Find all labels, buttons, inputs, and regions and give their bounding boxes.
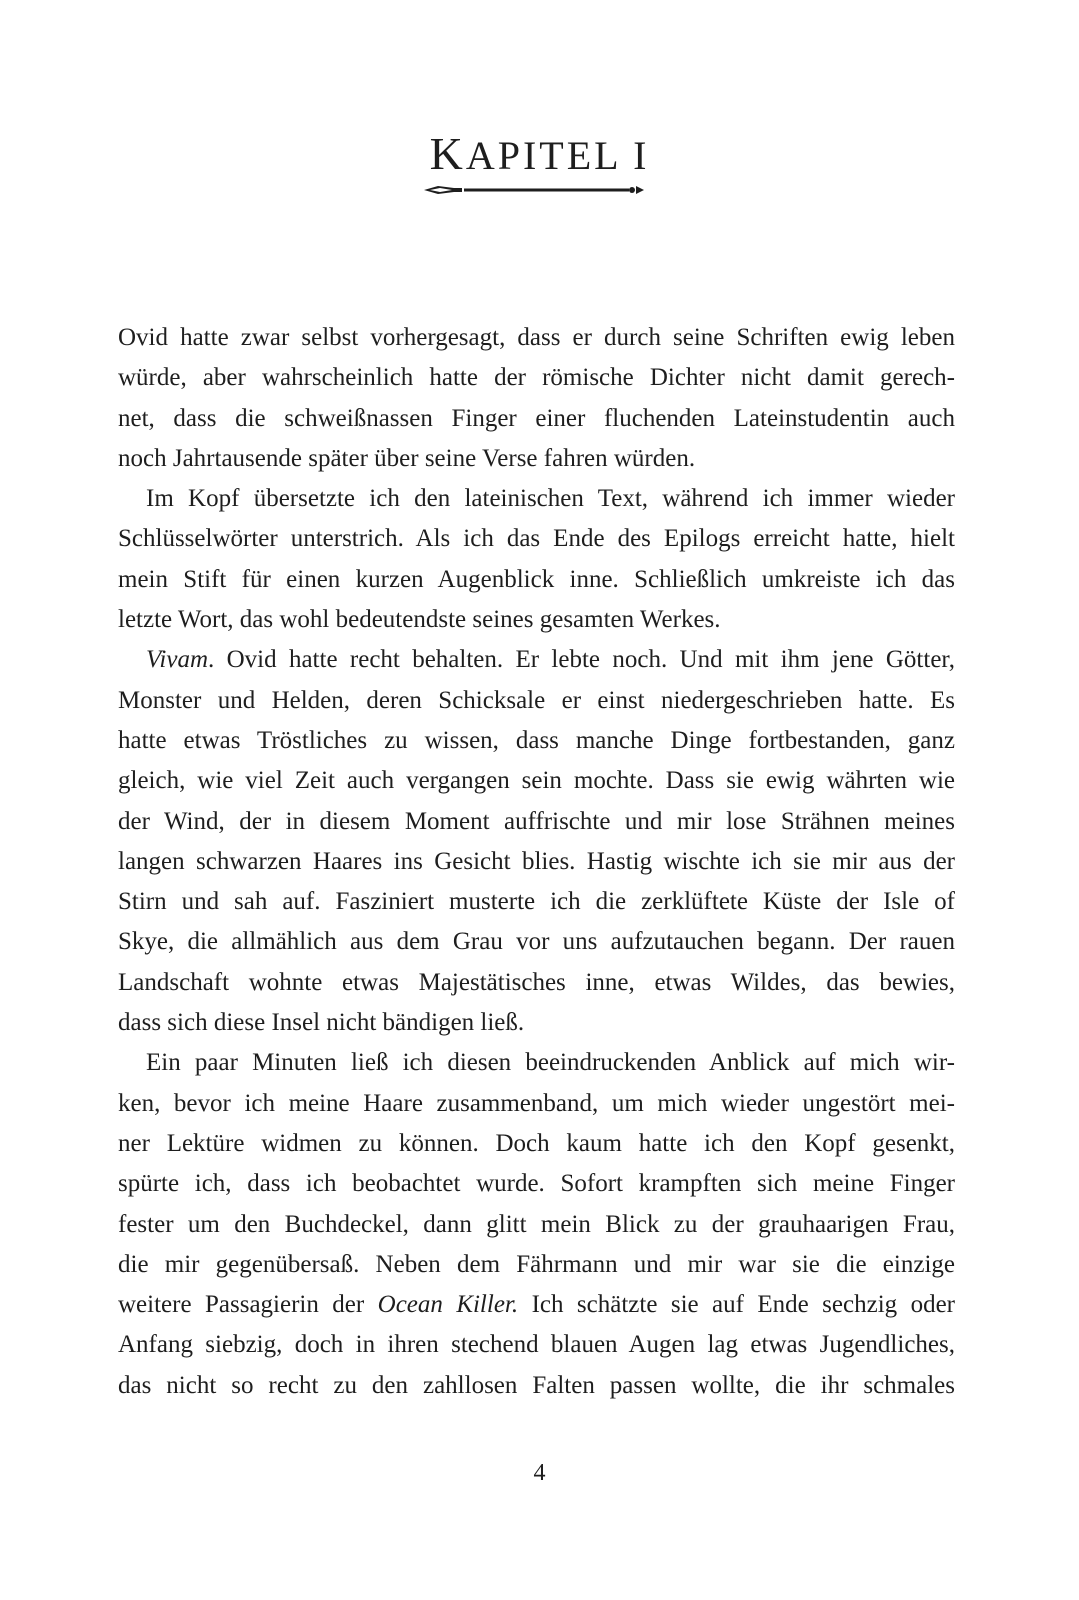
text-line bbox=[118, 1084, 955, 1124]
text-segment: weitere Passagierin der bbox=[118, 1291, 378, 1319]
text-line bbox=[118, 963, 955, 1003]
text-segment: würde, aber wahrscheinlich hatte der römische Dichter nicht damit gerech- bbox=[118, 364, 955, 392]
text-segment: spürte ich, dass ich beobachtet wurde. Sofort krampften sich meine Finger bbox=[118, 1170, 955, 1198]
text-line bbox=[118, 560, 955, 600]
text-segment: Ich schätzte sie auf Ende sechzig oder bbox=[518, 1291, 955, 1319]
text-segment: gleich, wie viel Zeit auch vergangen sein mochte. Dass sie ewig währten wie bbox=[118, 767, 955, 795]
text-line bbox=[118, 600, 955, 640]
text-line bbox=[118, 842, 955, 882]
text-segment: letzte Wort, das wohl bedeutendste seines gesamten Werkes. bbox=[118, 606, 721, 634]
text-line bbox=[118, 1164, 955, 1204]
text-segment: hatte etwas Tröstliches zu wissen, dass manche Dinge fortbestanden, ganz bbox=[118, 726, 955, 754]
page-number: 4 bbox=[533, 1460, 546, 1486]
text-segment: Skye, die allmählich aus dem Grau vor uns aufzutauchen begann. Der rauen bbox=[118, 928, 955, 956]
text-segment: Im Kopf übersetzte ich den lateinischen Text, während ich immer wieder bbox=[146, 485, 955, 513]
quill-divider-ornament bbox=[424, 180, 646, 200]
chapter-title bbox=[0, 127, 1079, 180]
text-segment: Monster und Helden, deren Schicksale er einst niedergeschrieben hatte. Es bbox=[118, 686, 955, 714]
text-line bbox=[118, 479, 955, 519]
text-segment: noch Jahrtausende später über seine Verse fahren würden. bbox=[118, 444, 696, 472]
text-segment: net, dass die schweißnassen Finger einer fluchenden Lateinstudentin auch bbox=[118, 404, 955, 432]
text-segment: Ein paar Minuten ließ ich diesen beeindruckenden Anblick auf mich wir- bbox=[146, 1049, 955, 1077]
text-segment: mein Stift für einen kurzen Augenblick inne. Schließlich umkreiste ich das bbox=[118, 565, 955, 593]
text-segment: ner Lektüre widmen zu können. Doch kaum hatte ich den Kopf gesenkt, bbox=[118, 1129, 955, 1157]
text-segment: Schlüsselwörter unterstrich. Als ich das Ende des Epilogs erreicht hatte, hielt bbox=[118, 525, 955, 553]
text-line bbox=[118, 519, 955, 559]
text-line bbox=[118, 318, 955, 358]
text-line bbox=[118, 802, 955, 842]
text-line bbox=[118, 1043, 955, 1083]
text-line bbox=[118, 1325, 955, 1365]
text-segment: Ovid hatte zwar selbst vorhergesagt, dass er durch seine Schriften ewig leben bbox=[118, 324, 955, 351]
text-segment: Anfang siebzig, doch in ihren stechend blauen Augen lag etwas Jugendliches, bbox=[118, 1331, 955, 1359]
text-segment: Landschaft wohnte etwas Majestätisches inne, etwas Wildes, das bewies, bbox=[118, 968, 955, 996]
text-segment: . Ovid hatte recht behalten. Er lebte noch. Und mit ihm jene Götter, bbox=[208, 646, 955, 674]
chapter-title-initial: K bbox=[429, 127, 466, 179]
text-line bbox=[118, 681, 955, 721]
chapter-body-text bbox=[118, 318, 955, 1406]
paragraph bbox=[118, 1043, 955, 1406]
text-segment: das nicht so recht zu den zahllosen Falten passen wollte, die ihr schmales bbox=[118, 1371, 955, 1399]
text-line bbox=[118, 1003, 955, 1043]
text-segment: Stirn und sah auf. Fasziniert musterte ich die zerklüftete Küste der Isle of bbox=[118, 888, 955, 916]
text-line bbox=[118, 1285, 955, 1325]
text-segment: dass sich diese Insel nicht bändigen ließ. bbox=[118, 1009, 525, 1037]
text-segment: die mir gegenübersaß. Neben dem Fährmann und mir war sie die einzige bbox=[118, 1250, 955, 1278]
text-line bbox=[118, 1205, 955, 1245]
text-segment: langen schwarzen Haares ins Gesicht blies. Hastig wischte ich sie mir aus der bbox=[118, 847, 955, 875]
text-segment: fester um den Buchdeckel, dann glitt mein Blick zu der grauhaarigen Frau, bbox=[118, 1210, 955, 1238]
text-line bbox=[118, 882, 955, 922]
text-line bbox=[118, 721, 955, 761]
text-line bbox=[118, 640, 955, 680]
italic-text: Ocean Killer. bbox=[377, 1291, 519, 1319]
text-line bbox=[118, 922, 955, 962]
text-line bbox=[118, 1124, 955, 1164]
italic-text: Vivam bbox=[146, 646, 209, 674]
chapter-title-rest: APITEL I bbox=[465, 132, 650, 178]
text-line bbox=[118, 1366, 955, 1406]
paragraph bbox=[118, 479, 955, 640]
text-line bbox=[118, 439, 955, 479]
text-line bbox=[118, 1245, 955, 1285]
text-line bbox=[118, 358, 955, 398]
text-line bbox=[118, 761, 955, 801]
paragraph bbox=[118, 640, 955, 1043]
paragraph bbox=[118, 318, 955, 479]
text-segment: ken, bevor ich meine Haare zusammenband, um mich wieder ungestört mei- bbox=[118, 1089, 955, 1117]
text-segment: der Wind, der in diesem Moment auffrischte und mir lose Strähnen meines bbox=[118, 807, 955, 835]
text-line bbox=[118, 399, 955, 439]
